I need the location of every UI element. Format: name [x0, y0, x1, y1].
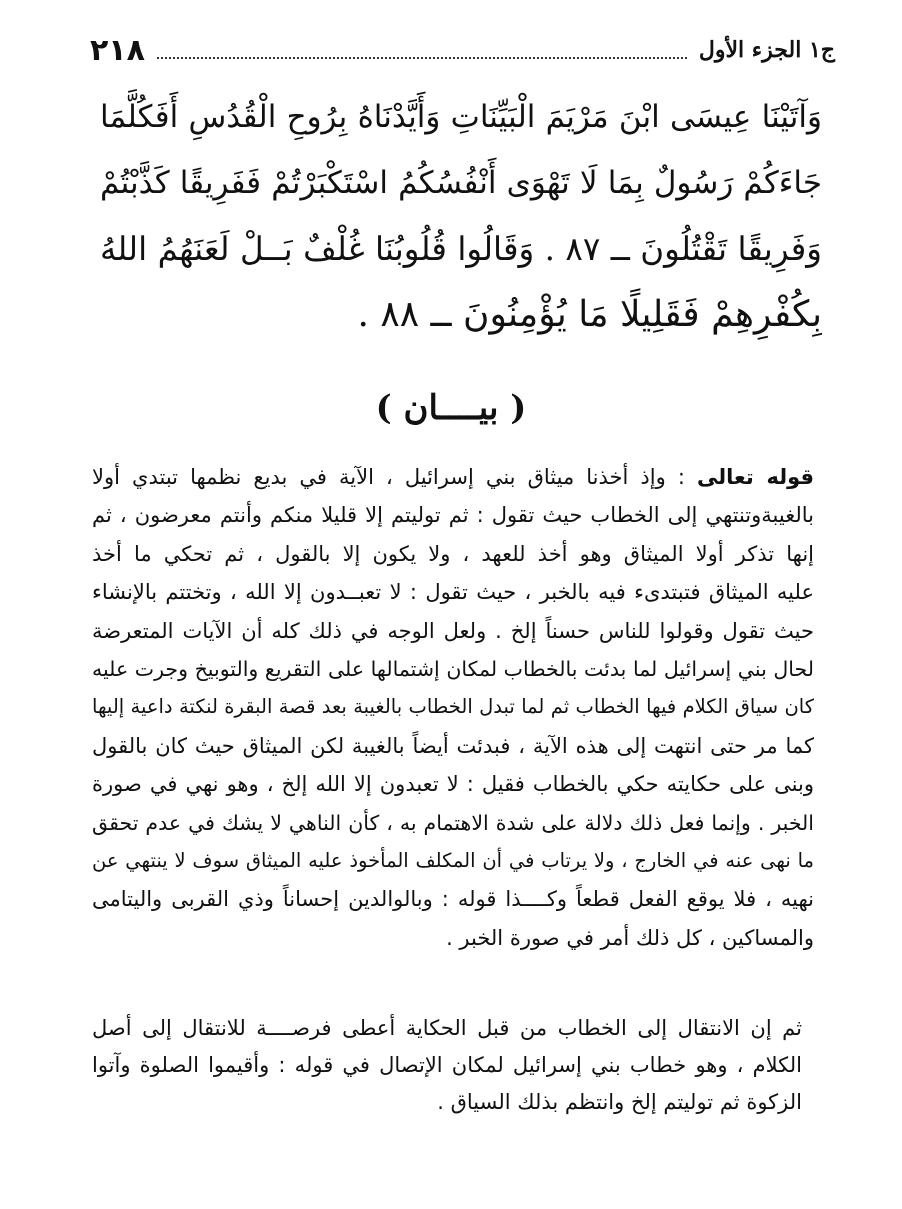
- second-paragraph: [92, 1010, 802, 1121]
- running-title: ج١ الجزء الأول: [698, 37, 835, 63]
- paragraph-line: [92, 458, 814, 496]
- header-dotted-rule: [157, 56, 687, 59]
- page-header: [90, 30, 835, 70]
- paragraph-line: الكلام ، وهو خطاب بني إسرائيل لمكان الإتصال في قوله : وأقيموا الصلوة وآتوا: [92, 1053, 802, 1077]
- paragraph-line: ما نهى عنه في الخارج ، ولا يرتاب في أن المكلف المأخوذ عليه الميثاق سوف لا ينتهي عن: [92, 848, 814, 872]
- paragraph-line: الخبر . وإنما فعل ذلك دلالة على شدة الاهتمام به ، كأن الناهي لا يشك في عدم تحقق: [92, 810, 814, 835]
- paragraph-line: عليه الميثاق فتبتدىء فيه بالخبر ، حيث تقول : لا تعبــدون إلا الله ، وتختتم بالإنشاء: [92, 580, 814, 605]
- paragraph-line: بالغيبةوتنتهي إلى الخطاب حيث تقول : ثم توليتم إلا قليلا منكم وأنتم معرضون ، ثم: [92, 503, 814, 528]
- quran-verses: [100, 84, 822, 348]
- section-heading: ( بيــــان ): [375, 388, 527, 428]
- lead-phrase: قوله تعالى: [697, 465, 814, 489]
- paragraph-line: حيث تقول وقولوا للناس حسناً إلخ . ولعل الوجه في ذلك كله أن الآيات المتعرضة: [92, 618, 814, 643]
- verse-line: وَآتَيْنَا عِيسَى ابْنَ مَرْيَمَ الْبَيِّنَاتِ وَأَيَّدْنَاهُ بِرُوحِ الْقُدُسِ أَفَكُلَّمَا: [100, 99, 822, 135]
- paragraph-line: لحال بني إسرائيل لما بدئت بالخطاب لمكان إشتمالها على التقريع والتوبيخ وجرت عليه: [92, 656, 814, 681]
- paragraph-line: والمساكين ، كل ذلك أمر في صورة الخبر .: [446, 925, 814, 950]
- verse-line: بِكُفْرِهِمْ فَقَلِيلًا مَا يُؤْمِنُونَ ــ ٨٨ .: [357, 294, 822, 335]
- verse-line: وَفَرِيقًا تَقْتُلُونَ ــ ٨٧ . وَقَالُوا قُلُوبُنَا غُلْفٌ بَــلْ لَعَنَهُمُ اللهُ: [100, 230, 822, 268]
- line-text: : وإذ أخذنا ميثاق بني إسرائيل ، الآية في بديع نظمها تبتدي أولا: [92, 465, 685, 489]
- paragraph-line: وبنى على حكايته حكي بالخطاب فقيل : لا تعبدون إلا الله إلخ ، وهو نهي في صورة: [92, 772, 814, 797]
- paragraph-line: كان سياق الكلام فيها الخطاب ثم لما تبدل الخطاب بالغيبة بعد قصة البقرة لنكتة داعية إليها: [92, 695, 814, 719]
- paragraph-line: إنها تذكر أولا الميثاق وهو أخذ للعهد ، ولا يكون إلا بالقول ، ثم تحكي ما أخذ: [92, 541, 814, 566]
- paragraph-line: كما مر حتى انتهت إلى هذه الآية ، فبدئت أيضاً بالغيبة لكن الميثاق حيث كان بالقول: [92, 733, 814, 758]
- paragraph-line: الزكوة ثم توليتم إلخ وانتظم بذلك السياق .: [437, 1090, 802, 1114]
- commentary-paragraph: [92, 458, 814, 957]
- paragraph-line: نهيه ، فلا يوقع الفعل قطعاً وكــــذا قوله : وبالوالدين إحساناً وذي القربى واليتامى: [92, 887, 814, 912]
- page-number: ٢١٨: [90, 32, 145, 68]
- verse-line: جَاءَكُمْ رَسُولٌ بِمَا لَا تَهْوَى أَنْفُسُكُمُ اسْتَكْبَرْتُمْ فَفَرِيقًا كَذَّبْتُمْ: [100, 165, 822, 201]
- paragraph-line: ثم إن الانتقال إلى الخطاب من قبل الحكاية أعطى فرصــــة للانتقال إلى أصل: [92, 1016, 802, 1040]
